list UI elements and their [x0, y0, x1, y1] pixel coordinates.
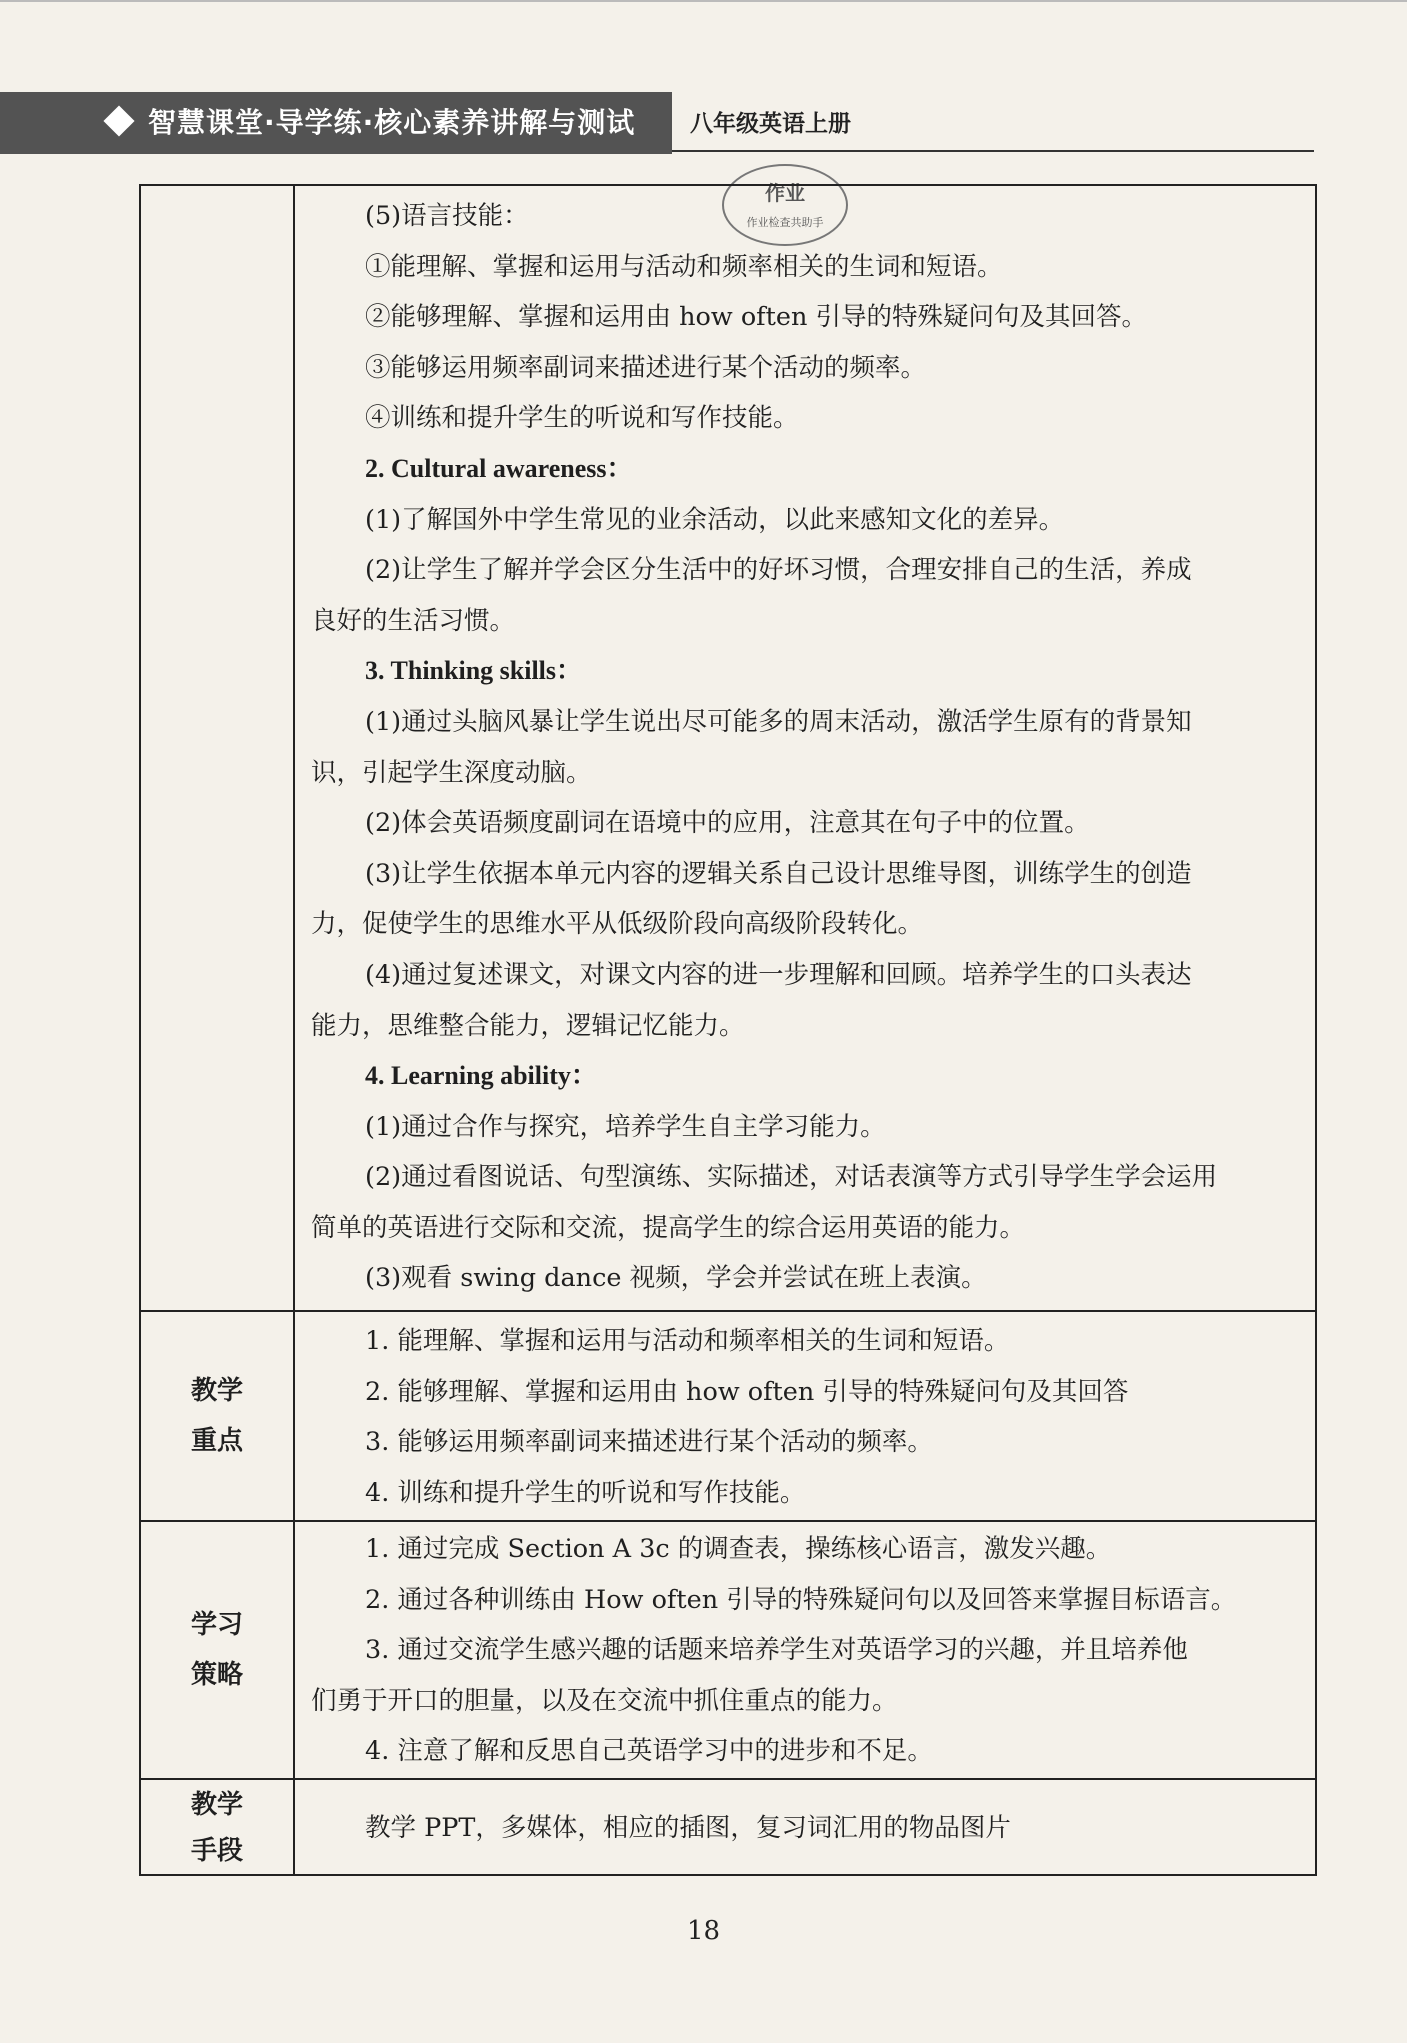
section-heading: 3. Thinking skills： — [365, 656, 583, 686]
page-number: 18 — [686, 1916, 721, 1946]
stamp-top-text: 作业 — [765, 181, 805, 205]
means-content — [295, 1780, 1315, 1876]
book-subtitle: 八年级英语上册 — [690, 111, 851, 137]
text-line: 3. 能够运用频率副词来描述进行某个活动的频率。 — [365, 1427, 933, 1458]
text-line: (1)通过头脑风暴让学生说出尽可能多的周末活动，激活学生原有的背景知 — [365, 706, 1192, 737]
key-points-label-cell — [141, 1312, 295, 1520]
text-line: (4)通过复述课文，对课文内容的进一步理解和回顾。培养学生的口头表达 — [365, 959, 1192, 990]
text-line: ②能够理解、掌握和运用由 how often 引导的特殊疑问句及其回答。 — [365, 302, 1147, 333]
text-line: ①能理解、掌握和运用与活动和频率相关的生词和短语。 — [365, 251, 1003, 282]
strategies-content — [295, 1522, 1315, 1778]
top-rule — [0, 0, 1407, 2]
key-points-row — [141, 1312, 1315, 1522]
text-line: (3)让学生依据本单元内容的逻辑关系自己设计思维导图，训练学生的创造 — [365, 858, 1192, 889]
strategies-row — [141, 1522, 1315, 1780]
key-points-label: 重点 — [190, 1426, 243, 1456]
text-line: (5)语言技能： — [365, 201, 529, 231]
text-line: 1. 通过完成 Section A 3c 的调查表，操练核心语言，激发兴趣。 — [365, 1534, 1112, 1564]
text-line: 简单的英语进行交际和交流，提高学生的综合运用英语的能力。 — [311, 1212, 1026, 1243]
strategies-label: 策略 — [190, 1660, 243, 1690]
strategies-label-cell — [141, 1522, 295, 1778]
text-line: (3)观看 swing dance 视频，学会并尝试在班上表演。 — [365, 1263, 987, 1294]
text-line: 力，促使学生的思维水平从低级阶段向高级阶段转化。 — [311, 909, 924, 940]
text-line: 良好的生活习惯。 — [311, 605, 516, 636]
text-line: (2)体会英语频度副词在语境中的应用，注意其在句子中的位置。 — [365, 808, 1090, 839]
key-points-label: 教学 — [190, 1376, 243, 1406]
text-line: 教学 PPT，多媒体，相应的插图，复习词汇用的物品图片 — [365, 1812, 1011, 1843]
strategies-label: 学习 — [190, 1610, 243, 1640]
text-line: (2)让学生了解并学会区分生活中的好坏习惯，合理安排自己的生活，养成 — [365, 555, 1192, 586]
lesson-plan-table — [139, 184, 1317, 1876]
means-row — [141, 1780, 1315, 1876]
text-line: 们勇于开口的胆量，以及在交流中抓住重点的能力。 — [311, 1685, 898, 1716]
section-heading: 4. Learning ability： — [365, 1061, 597, 1091]
text-line: ③能够运用频率副词来描述进行某个活动的频率。 — [365, 352, 927, 383]
means-label: 手段 — [190, 1836, 243, 1866]
text-line: (2)通过看图说话、句型演练、实际描述，对话表演等方式引导学生学会运用 — [365, 1162, 1218, 1193]
text-line: (1)通过合作与探究，培养学生自主学习能力。 — [365, 1111, 886, 1142]
stamp-bottom-text: 作业检查共助手 — [746, 216, 824, 229]
means-label: 教学 — [190, 1790, 243, 1820]
text-line: 1. 能理解、掌握和运用与活动和频率相关的生词和短语。 — [365, 1326, 1010, 1356]
book-series-title: 智慧课堂·导学练·核心素养讲解与测试 — [148, 106, 636, 139]
text-line: 2. 能够理解、掌握和运用由 how often 引导的特殊疑问句及其回答 — [365, 1376, 1129, 1407]
means-label-cell — [141, 1780, 295, 1876]
objectives-content — [295, 186, 1315, 1310]
header-rule — [672, 150, 1314, 152]
objectives-row — [141, 186, 1315, 1312]
text-line: 4. 注意了解和反思自己英语学习中的进步和不足。 — [365, 1736, 933, 1767]
text-line: 4. 训练和提升学生的听说和写作技能。 — [365, 1477, 806, 1508]
key-points-content — [295, 1312, 1315, 1520]
text-line: 2. 通过各种训练由 How often 引导的特殊疑问句以及回答来掌握目标语言。 — [365, 1584, 1237, 1615]
text-line: ④训练和提升学生的听说和写作技能。 — [365, 403, 799, 434]
section-heading: 2. Cultural awareness： — [365, 453, 633, 483]
text-line: 能力，思维整合能力，逻辑记忆能力。 — [311, 1010, 745, 1041]
text-line: (1)了解国外中学生常见的业余活动，以此来感知文化的差异。 — [365, 504, 1065, 535]
text-line: 3. 通过交流学生感兴趣的话题来培养学生对英语学习的兴趣，并且培养他 — [365, 1635, 1188, 1666]
objectives-label-cell — [141, 186, 295, 1310]
text-line: 识，引起学生深度动脑。 — [311, 757, 592, 788]
